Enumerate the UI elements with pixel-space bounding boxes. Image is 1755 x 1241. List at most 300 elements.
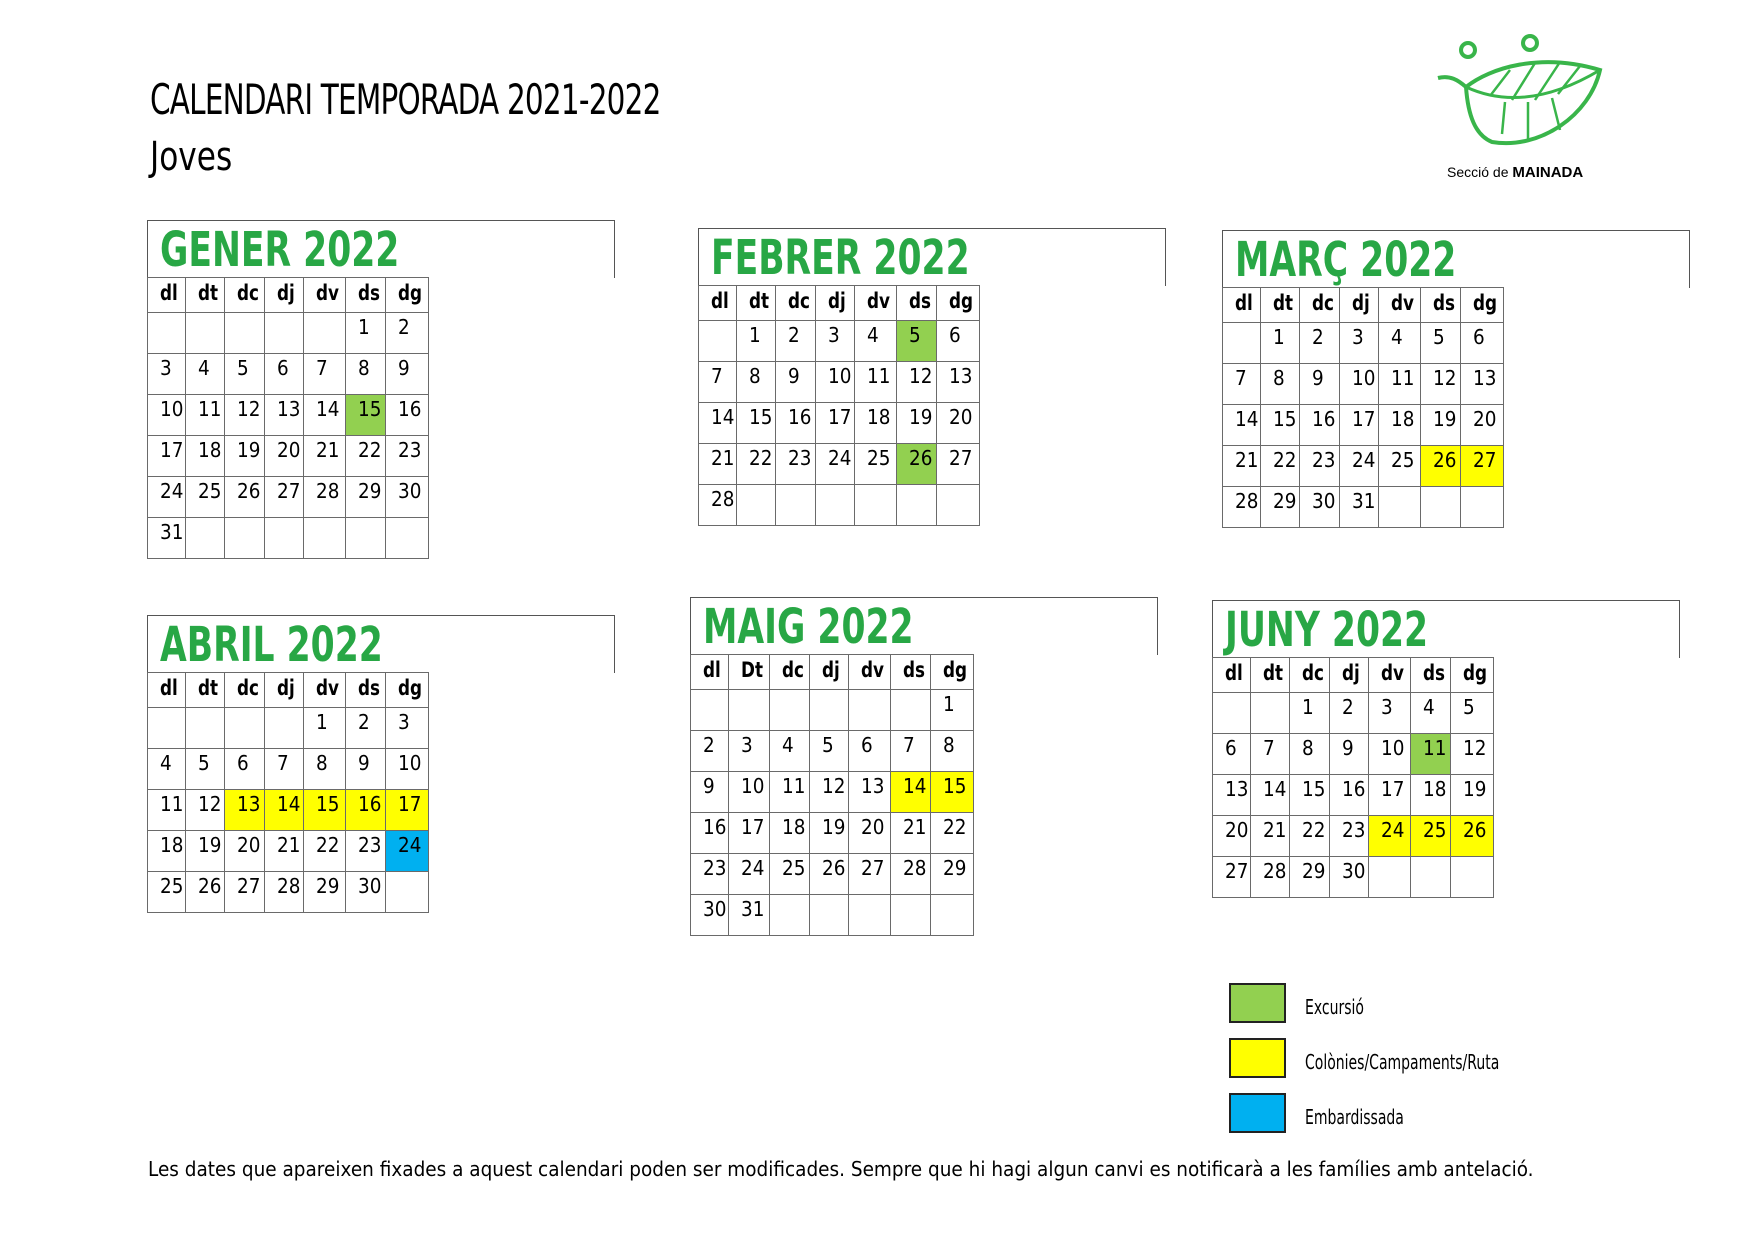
- day-number: 7: [315, 356, 328, 380]
- weekday-header: [1261, 288, 1299, 323]
- day-cell: [691, 772, 729, 813]
- day-cell: [303, 436, 345, 477]
- weekday-label: dg: [398, 281, 423, 305]
- day-cell: [775, 444, 815, 485]
- day-number: 13: [236, 792, 261, 816]
- day-number: 12: [908, 364, 932, 388]
- empty-day-cell: [848, 690, 890, 731]
- empty-day-cell: [1223, 323, 1261, 364]
- day-cell: [148, 749, 186, 790]
- weekday-header: [303, 673, 345, 708]
- day-number: 16: [1311, 407, 1336, 431]
- weekday-label: ds: [357, 676, 380, 700]
- empty-day-cell: [224, 518, 264, 559]
- empty-day-cell: [691, 690, 729, 731]
- weekday-header: [186, 673, 224, 708]
- day-number: 25: [866, 446, 891, 470]
- day-cell: [810, 854, 848, 895]
- day-cell: [854, 362, 896, 403]
- day-number: 2: [1311, 325, 1324, 349]
- day-cell: [224, 477, 264, 518]
- weekday-header-row: [148, 278, 429, 313]
- day-number: 18: [1390, 407, 1415, 431]
- day-number: 17: [828, 405, 852, 429]
- day-number: 15: [1301, 777, 1326, 801]
- day-cell: [848, 813, 890, 854]
- day-number: 1: [315, 710, 328, 734]
- day-number: 11: [1422, 736, 1446, 760]
- day-number: 9: [1342, 736, 1355, 760]
- day-cell: [186, 831, 224, 872]
- day-number: 28: [711, 487, 735, 511]
- empty-day-cell: [810, 690, 848, 731]
- day-number: 24: [741, 856, 765, 880]
- day-number: 6: [1473, 325, 1485, 349]
- day-cell: [1340, 446, 1378, 487]
- weekday-label: dv: [1390, 291, 1414, 315]
- day-cell: [699, 403, 737, 444]
- day-cell: [931, 772, 974, 813]
- day-cell: [148, 790, 186, 831]
- day-number: 23: [357, 833, 381, 857]
- day-cell: [1330, 693, 1368, 734]
- day-number: 20: [1473, 407, 1497, 431]
- weekday-label: dl: [160, 281, 178, 305]
- day-number: 8: [749, 364, 762, 388]
- day-number: 10: [160, 397, 184, 421]
- legend-swatch-green: [1229, 983, 1286, 1023]
- weekday-label: dg: [1463, 661, 1488, 685]
- day-number: 9: [398, 356, 410, 380]
- day-number: 29: [943, 856, 967, 880]
- weekday-header: [691, 655, 729, 690]
- day-cell: [148, 518, 186, 559]
- week-row: [1213, 775, 1494, 816]
- empty-day-cell: [937, 485, 980, 526]
- weekday-label: Dt: [741, 658, 764, 682]
- day-number: 17: [741, 815, 765, 839]
- weekday-header: [186, 278, 224, 313]
- week-row: [691, 772, 974, 813]
- weekday-label: ds: [1422, 661, 1445, 685]
- day-number: 2: [703, 733, 715, 757]
- empty-day-cell: [386, 518, 429, 559]
- weekday-header-row: [691, 655, 974, 690]
- empty-day-cell: [854, 485, 896, 526]
- day-cell: [1261, 364, 1299, 405]
- day-cell: [345, 477, 386, 518]
- weekday-header: [148, 278, 186, 313]
- day-cell: [1451, 816, 1494, 857]
- day-cell: [224, 831, 264, 872]
- day-number: 7: [902, 733, 915, 757]
- day-number: 26: [908, 446, 932, 470]
- day-number: 5: [822, 733, 835, 757]
- day-cell: [1368, 734, 1410, 775]
- weekday-header: [1330, 658, 1368, 693]
- day-cell: [265, 477, 303, 518]
- weekday-label: dg: [1473, 291, 1498, 315]
- day-number: 14: [1235, 407, 1259, 431]
- day-cell: [386, 436, 429, 477]
- day-cell: [769, 772, 809, 813]
- weekday-header: [1378, 288, 1420, 323]
- day-number: 9: [357, 751, 370, 775]
- day-number: 27: [1225, 859, 1249, 883]
- day-cell: [1213, 775, 1251, 816]
- weekday-label: dv: [315, 676, 339, 700]
- day-number: 23: [398, 438, 422, 462]
- day-number: 14: [315, 397, 340, 421]
- month-title: MARÇ 2022: [1235, 232, 1457, 288]
- empty-day-cell: [775, 485, 815, 526]
- day-cell: [386, 354, 429, 395]
- day-cell: [699, 444, 737, 485]
- month-title-box: [690, 597, 1158, 655]
- day-cell: [345, 313, 386, 354]
- empty-day-cell: [769, 895, 809, 936]
- weekday-header: [729, 655, 769, 690]
- week-row: [1223, 364, 1504, 405]
- day-number: 23: [1311, 448, 1336, 472]
- day-number: 16: [398, 397, 422, 421]
- empty-day-cell: [224, 708, 264, 749]
- day-cell: [345, 708, 386, 749]
- weekday-header: [1223, 288, 1261, 323]
- empty-day-cell: [345, 518, 386, 559]
- day-cell: [1289, 734, 1329, 775]
- day-cell: [303, 354, 345, 395]
- day-number: 3: [828, 323, 841, 347]
- weekday-label: ds: [357, 281, 380, 305]
- day-number: 14: [902, 774, 927, 798]
- empty-day-cell: [148, 313, 186, 354]
- day-number: 27: [236, 874, 261, 898]
- day-number: 22: [749, 446, 773, 470]
- day-cell: [303, 395, 345, 436]
- day-number: 8: [1273, 366, 1286, 390]
- day-number: 12: [1432, 366, 1456, 390]
- week-row: [148, 831, 429, 872]
- weekday-label: dt: [198, 281, 219, 305]
- day-cell: [386, 395, 429, 436]
- day-number: 25: [1390, 448, 1415, 472]
- day-cell: [345, 790, 386, 831]
- day-number: 6: [277, 356, 290, 380]
- day-number: 7: [1235, 366, 1247, 390]
- empty-day-cell: [848, 895, 890, 936]
- day-cell: [1461, 446, 1504, 487]
- day-cell: [1410, 775, 1451, 816]
- weekday-label: dl: [1225, 661, 1243, 685]
- empty-day-cell: [890, 690, 931, 731]
- weekday-label: dl: [711, 289, 729, 313]
- calendar-table: [1212, 657, 1494, 898]
- month-title-box: [147, 615, 615, 673]
- day-number: 1: [1273, 325, 1286, 349]
- weekday-label: dt: [1263, 661, 1284, 685]
- day-number: 18: [866, 405, 891, 429]
- day-cell: [1451, 734, 1494, 775]
- week-row: [148, 354, 429, 395]
- weekday-header: [854, 286, 896, 321]
- day-number: 20: [860, 815, 885, 839]
- day-number: 7: [1263, 736, 1276, 760]
- empty-day-cell: [386, 872, 429, 913]
- weekday-header: [848, 655, 890, 690]
- day-cell: [1213, 857, 1251, 898]
- day-number: 4: [1390, 325, 1403, 349]
- day-cell: [937, 444, 980, 485]
- day-number: 9: [787, 364, 800, 388]
- weekday-header: [386, 278, 429, 313]
- day-cell: [148, 436, 186, 477]
- week-row: [148, 872, 429, 913]
- day-number: 6: [236, 751, 249, 775]
- day-number: 3: [1352, 325, 1365, 349]
- day-cell: [1251, 734, 1289, 775]
- weekday-header: [1451, 658, 1494, 693]
- day-cell: [1261, 446, 1299, 487]
- day-cell: [931, 731, 974, 772]
- day-cell: [769, 731, 809, 772]
- day-number: 30: [1342, 859, 1366, 883]
- weekday-header: [737, 286, 775, 321]
- day-cell: [931, 813, 974, 854]
- day-cell: [896, 403, 937, 444]
- day-cell: [148, 354, 186, 395]
- day-cell: [1289, 857, 1329, 898]
- calendar-table: [147, 672, 429, 913]
- day-number: 5: [236, 356, 249, 380]
- day-cell: [854, 444, 896, 485]
- empty-day-cell: [186, 518, 224, 559]
- weekday-header: [1368, 658, 1410, 693]
- weekday-label: dc: [236, 281, 259, 305]
- month-title: GENER 2022: [160, 222, 400, 278]
- calendar-table: [690, 654, 974, 936]
- day-cell: [186, 790, 224, 831]
- month-title: FEBRER 2022: [711, 230, 970, 286]
- day-cell: [1340, 487, 1378, 528]
- empty-day-cell: [148, 708, 186, 749]
- weekday-label: dl: [1235, 291, 1253, 315]
- day-cell: [303, 872, 345, 913]
- week-row: [691, 731, 974, 772]
- day-cell: [303, 477, 345, 518]
- weekday-label: dt: [198, 676, 219, 700]
- day-cell: [1368, 816, 1410, 857]
- week-row: [699, 444, 980, 485]
- legend-swatch-blue: [1229, 1093, 1286, 1133]
- day-number: 31: [741, 897, 765, 921]
- weekday-header: [775, 286, 815, 321]
- weekday-label: dg: [398, 676, 423, 700]
- day-cell: [816, 403, 854, 444]
- logo-caption: Secció de MAINADA: [1447, 164, 1584, 181]
- week-row: [1223, 446, 1504, 487]
- day-number: 29: [357, 479, 381, 503]
- day-number: 19: [822, 815, 846, 839]
- day-number: 9: [703, 774, 715, 798]
- weekday-header: [265, 673, 303, 708]
- day-cell: [1261, 487, 1299, 528]
- day-cell: [810, 772, 848, 813]
- day-cell: [1410, 693, 1451, 734]
- day-number: 1: [749, 323, 762, 347]
- day-cell: [816, 321, 854, 362]
- day-cell: [1420, 364, 1461, 405]
- day-cell: [931, 690, 974, 731]
- day-number: 24: [160, 479, 184, 503]
- day-number: 24: [828, 446, 852, 470]
- day-cell: [896, 362, 937, 403]
- day-cell: [386, 708, 429, 749]
- day-cell: [303, 790, 345, 831]
- day-cell: [1340, 405, 1378, 446]
- day-cell: [1299, 487, 1339, 528]
- empty-day-cell: [1251, 693, 1289, 734]
- day-cell: [1213, 816, 1251, 857]
- week-row: [691, 813, 974, 854]
- day-cell: [303, 749, 345, 790]
- day-number: 16: [703, 815, 727, 839]
- weekday-header-row: [1223, 288, 1504, 323]
- day-cell: [1420, 323, 1461, 364]
- weekday-header: [1420, 288, 1461, 323]
- day-number: 5: [1463, 695, 1475, 719]
- empty-day-cell: [1213, 693, 1251, 734]
- day-cell: [769, 813, 809, 854]
- day-number: 13: [277, 397, 301, 421]
- day-cell: [186, 354, 224, 395]
- weekday-header-row: [148, 673, 429, 708]
- day-number: 21: [315, 438, 340, 462]
- day-number: 1: [1301, 695, 1314, 719]
- legend-label: Colònies/Campaments/Ruta: [1305, 1050, 1500, 1074]
- day-cell: [186, 395, 224, 436]
- weekday-label: dv: [1380, 661, 1404, 685]
- weekday-label: ds: [908, 289, 931, 313]
- page-title: CALENDARI TEMPORADA 2021-2022: [150, 75, 661, 124]
- day-number: 9: [1311, 366, 1324, 390]
- empty-day-cell: [1451, 857, 1494, 898]
- week-row: [148, 313, 429, 354]
- day-cell: [1410, 734, 1451, 775]
- day-number: 12: [1463, 736, 1487, 760]
- day-number: 14: [277, 792, 301, 816]
- weekday-label: dv: [866, 289, 890, 313]
- day-cell: [691, 731, 729, 772]
- week-row: [148, 790, 429, 831]
- day-number: 21: [1263, 818, 1287, 842]
- week-row: [1213, 734, 1494, 775]
- day-cell: [848, 772, 890, 813]
- day-cell: [148, 477, 186, 518]
- day-number: 19: [1463, 777, 1487, 801]
- day-number: 20: [236, 833, 261, 857]
- day-number: 8: [315, 751, 328, 775]
- day-number: 14: [1263, 777, 1287, 801]
- day-cell: [1461, 364, 1504, 405]
- day-number: 3: [398, 710, 410, 734]
- empty-day-cell: [186, 708, 224, 749]
- day-cell: [729, 731, 769, 772]
- day-number: 13: [860, 774, 885, 798]
- day-cell: [1378, 405, 1420, 446]
- week-row: [699, 321, 980, 362]
- day-cell: [1368, 775, 1410, 816]
- day-number: 27: [277, 479, 301, 503]
- day-number: 2: [787, 323, 800, 347]
- day-number: 31: [160, 520, 184, 544]
- day-number: 18: [198, 438, 222, 462]
- empty-day-cell: [265, 313, 303, 354]
- day-cell: [699, 485, 737, 526]
- day-cell: [1289, 816, 1329, 857]
- day-cell: [386, 749, 429, 790]
- day-number: 18: [1422, 777, 1446, 801]
- day-cell: [729, 895, 769, 936]
- day-number: 12: [198, 792, 222, 816]
- day-number: 8: [357, 356, 370, 380]
- day-number: 15: [749, 405, 773, 429]
- calendar-table: [147, 277, 429, 559]
- week-row: [148, 749, 429, 790]
- weekday-header: [224, 673, 264, 708]
- day-number: 22: [315, 833, 340, 857]
- empty-day-cell: [1420, 487, 1461, 528]
- day-number: 20: [949, 405, 973, 429]
- day-cell: [890, 854, 931, 895]
- page-subtitle: Joves: [150, 134, 233, 180]
- day-number: 25: [160, 874, 184, 898]
- day-number: 16: [1342, 777, 1366, 801]
- day-number: 29: [315, 874, 340, 898]
- weekday-label: dj: [1352, 291, 1371, 315]
- week-row: [1213, 857, 1494, 898]
- day-cell: [224, 436, 264, 477]
- day-number: 13: [949, 364, 973, 388]
- weekday-header: [148, 673, 186, 708]
- day-cell: [345, 872, 386, 913]
- day-cell: [1223, 487, 1261, 528]
- weekday-header: [896, 286, 937, 321]
- footer-note: Les dates que apareixen fixades a aquest calendari poden ser modificades. Sempre que hi hagi algun canvi es notificarà a les famílies amb antelació.: [148, 1157, 1534, 1181]
- weekday-label: dc: [1311, 291, 1334, 315]
- week-row: [1213, 816, 1494, 857]
- day-number: 25: [1422, 818, 1446, 842]
- week-row: [699, 362, 980, 403]
- day-cell: [1340, 323, 1378, 364]
- day-number: 3: [741, 733, 754, 757]
- legend-swatch-yellow: [1229, 1038, 1286, 1078]
- day-cell: [265, 749, 303, 790]
- weekday-header: [1213, 658, 1251, 693]
- empty-day-cell: [890, 895, 931, 936]
- month-title: JUNY 2022: [1225, 602, 1429, 658]
- day-cell: [1330, 734, 1368, 775]
- weekday-label: dt: [1273, 291, 1294, 315]
- weekday-label: dj: [277, 676, 296, 700]
- weekday-header: [890, 655, 931, 690]
- day-cell: [148, 831, 186, 872]
- day-cell: [1299, 364, 1339, 405]
- month-title: MAIG 2022: [703, 599, 914, 655]
- day-cell: [729, 813, 769, 854]
- day-number: 2: [1342, 695, 1355, 719]
- day-cell: [345, 831, 386, 872]
